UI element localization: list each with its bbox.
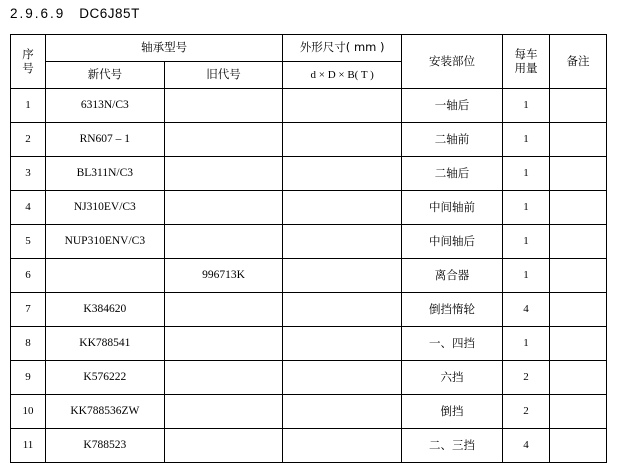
column-header-dimensions: 外形尺寸( mm ) bbox=[283, 35, 402, 62]
table-row bbox=[11, 429, 607, 463]
cell-new-code: NUP310ENV/C3 bbox=[46, 225, 165, 259]
column-header-new-code: 新代号 bbox=[46, 62, 165, 89]
section-title: DC6J85T bbox=[79, 6, 140, 21]
cell-quantity: 1 bbox=[503, 191, 550, 225]
bearing-specification-table bbox=[10, 34, 607, 463]
cell-old-code bbox=[164, 429, 283, 463]
cell-dimensions bbox=[283, 361, 402, 395]
cell-position: 二、三挡 bbox=[402, 429, 503, 463]
column-header-dimension-formula: d × D × B( T ) bbox=[283, 62, 402, 89]
cell-dimensions bbox=[283, 157, 402, 191]
cell-sequence: 6 bbox=[11, 259, 46, 293]
cell-quantity: 2 bbox=[503, 361, 550, 395]
cell-quantity: 1 bbox=[503, 327, 550, 361]
column-header-quantity bbox=[503, 35, 550, 89]
cell-sequence: 9 bbox=[11, 361, 46, 395]
table-row bbox=[11, 191, 607, 225]
cell-new-code: RN607 – 1 bbox=[46, 123, 165, 157]
cell-position: 一、四挡 bbox=[402, 327, 503, 361]
cell-quantity: 2 bbox=[503, 395, 550, 429]
cell-old-code bbox=[164, 191, 283, 225]
cell-sequence: 8 bbox=[11, 327, 46, 361]
cell-old-code bbox=[164, 293, 283, 327]
cell-position: 倒挡惰轮 bbox=[402, 293, 503, 327]
cell-sequence: 4 bbox=[11, 191, 46, 225]
cell-dimensions bbox=[283, 395, 402, 429]
cell-position: 六挡 bbox=[402, 361, 503, 395]
cell-sequence: 3 bbox=[11, 157, 46, 191]
cell-old-code bbox=[164, 395, 283, 429]
cell-position: 离合器 bbox=[402, 259, 503, 293]
cell-note bbox=[550, 395, 607, 429]
cell-dimensions bbox=[283, 123, 402, 157]
table-row bbox=[11, 123, 607, 157]
cell-quantity: 1 bbox=[503, 225, 550, 259]
table-row bbox=[11, 259, 607, 293]
cell-position: 一轴后 bbox=[402, 89, 503, 123]
cell-dimensions bbox=[283, 191, 402, 225]
quantity-header-line1: 每车 bbox=[514, 47, 538, 62]
sequence-header-line2: 号 bbox=[22, 60, 34, 75]
table-row bbox=[11, 395, 607, 429]
cell-note bbox=[550, 293, 607, 327]
cell-quantity: 1 bbox=[503, 157, 550, 191]
table-row bbox=[11, 225, 607, 259]
cell-new-code: K788523 bbox=[46, 429, 165, 463]
table-body bbox=[11, 89, 607, 463]
cell-old-code bbox=[164, 327, 283, 361]
table-header bbox=[11, 35, 607, 89]
table-row bbox=[11, 157, 607, 191]
cell-old-code bbox=[164, 361, 283, 395]
cell-note bbox=[550, 191, 607, 225]
cell-position: 中间轴后 bbox=[402, 225, 503, 259]
cell-quantity: 1 bbox=[503, 123, 550, 157]
cell-new-code bbox=[46, 259, 165, 293]
cell-position: 倒挡 bbox=[402, 395, 503, 429]
cell-dimensions bbox=[283, 259, 402, 293]
column-header-sequence bbox=[11, 35, 46, 89]
column-header-bearing-model: 轴承型号 bbox=[46, 35, 283, 62]
cell-dimensions bbox=[283, 327, 402, 361]
cell-note bbox=[550, 327, 607, 361]
table-row bbox=[11, 89, 607, 123]
cell-old-code bbox=[164, 123, 283, 157]
cell-new-code: K384620 bbox=[46, 293, 165, 327]
cell-old-code bbox=[164, 225, 283, 259]
cell-sequence: 1 bbox=[11, 89, 46, 123]
cell-new-code: NJ310EV/C3 bbox=[46, 191, 165, 225]
cell-dimensions bbox=[283, 429, 402, 463]
cell-new-code: 6313N/C3 bbox=[46, 89, 165, 123]
table-row bbox=[11, 293, 607, 327]
cell-new-code: BL311N/C3 bbox=[46, 157, 165, 191]
column-header-position: 安装部位 bbox=[402, 35, 503, 89]
cell-dimensions bbox=[283, 293, 402, 327]
cell-quantity: 1 bbox=[503, 89, 550, 123]
page-title bbox=[10, 6, 140, 21]
cell-sequence: 11 bbox=[11, 429, 46, 463]
cell-note bbox=[550, 259, 607, 293]
cell-position: 二轴后 bbox=[402, 157, 503, 191]
cell-position: 二轴前 bbox=[402, 123, 503, 157]
cell-quantity: 1 bbox=[503, 259, 550, 293]
cell-old-code: 996713K bbox=[164, 259, 283, 293]
cell-quantity: 4 bbox=[503, 429, 550, 463]
cell-new-code: KK788536ZW bbox=[46, 395, 165, 429]
cell-note bbox=[550, 361, 607, 395]
cell-dimensions bbox=[283, 89, 402, 123]
cell-note bbox=[550, 123, 607, 157]
header-row-1 bbox=[11, 35, 607, 62]
cell-old-code bbox=[164, 157, 283, 191]
cell-dimensions bbox=[283, 225, 402, 259]
cell-note bbox=[550, 157, 607, 191]
cell-sequence: 2 bbox=[11, 123, 46, 157]
column-header-note: 备注 bbox=[550, 35, 607, 89]
quantity-header-line2: 用量 bbox=[514, 60, 538, 75]
cell-quantity: 4 bbox=[503, 293, 550, 327]
sequence-header-line1: 序 bbox=[22, 47, 34, 62]
section-number: 2.9.6.9 bbox=[10, 6, 66, 21]
cell-new-code: KK788541 bbox=[46, 327, 165, 361]
cell-note bbox=[550, 225, 607, 259]
cell-new-code: K576222 bbox=[46, 361, 165, 395]
table-row bbox=[11, 361, 607, 395]
cell-old-code bbox=[164, 89, 283, 123]
cell-position: 中间轴前 bbox=[402, 191, 503, 225]
cell-note bbox=[550, 89, 607, 123]
column-header-old-code: 旧代号 bbox=[164, 62, 283, 89]
table-row bbox=[11, 327, 607, 361]
cell-sequence: 5 bbox=[11, 225, 46, 259]
cell-sequence: 7 bbox=[11, 293, 46, 327]
cell-sequence: 10 bbox=[11, 395, 46, 429]
cell-note bbox=[550, 429, 607, 463]
